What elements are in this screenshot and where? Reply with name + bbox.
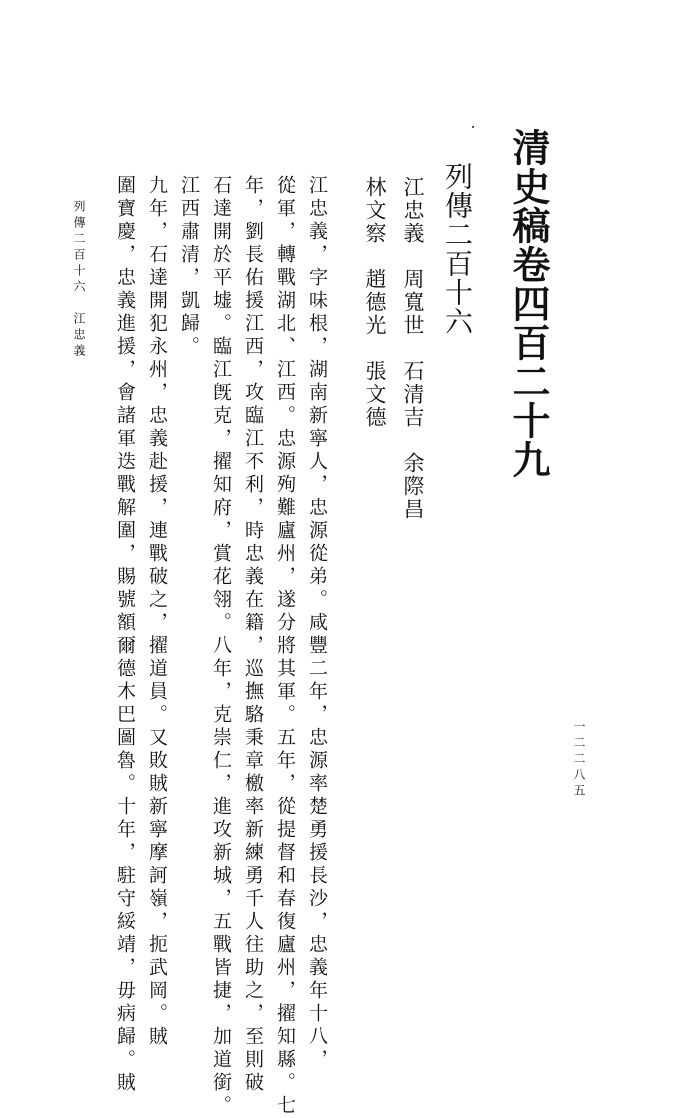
body-column-4: 石達開於平墟。臨江旣克，擢知府，賞花翎。八年，克崇仁，進攻新城，五戰皆捷，加道銜。 (210, 175, 232, 1118)
page-number: 一二二八五 (572, 720, 586, 800)
body-column-5: 江西肅清，凱歸。 (178, 175, 200, 359)
margin-header: 列傳二百十六 江忠義 (72, 200, 86, 360)
body-column-2: 從軍，轉戰湖北、江西。忠源殉難廬州，遂分將其軍。五年，從提督和春復廬州，擢知縣。七 (274, 175, 296, 1118)
body-column-3: 年，劉長佑援江西，攻臨江不利，時忠義在籍，巡撫駱秉章檄率新練勇千人往助之，至則破 (242, 175, 264, 1095)
biography-names-line-1: 江忠義 周寬世 石清吉 余際昌 (401, 176, 425, 521)
volume-title: 清史稿卷四百二十九 (506, 128, 551, 479)
body-column-1: 江忠義，字味根，湖南新寧人，忠源從弟。咸豐二年，忠源率楚勇援長沙，忠義年十八， (306, 175, 328, 1072)
body-column-6: 九年，石達開犯永州，忠義赴援，連戰破之，擢道員。又敗賊新寧摩訶嶺，扼武岡。賊 (146, 175, 168, 1049)
chapter-title: 列傳二百十六 (441, 162, 474, 336)
biography-names-line-2: 林文察 趙德光 張文德 (363, 176, 387, 429)
register-mark (472, 126, 474, 128)
body-column-7: 圍寶慶，忠義進援，會諸軍迭戰解圍，賜號額爾德木巴圖魯。十年，駐守綏靖，毋病歸。賊 (114, 175, 136, 1095)
